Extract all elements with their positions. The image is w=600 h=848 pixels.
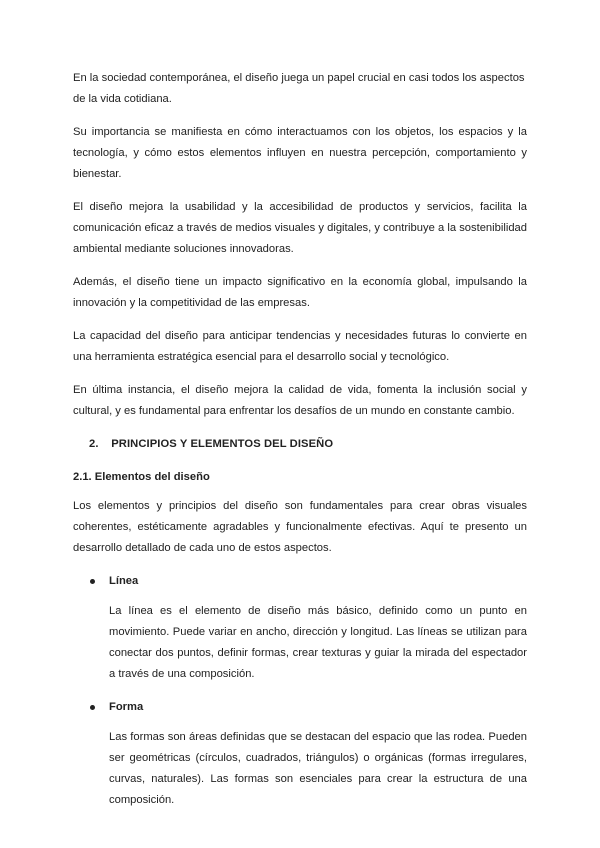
paragraph-2: Su importancia se manifiesta en cómo interactuamos con los objetos, los espacios y la tecnología, y cómo estos elementos influyen en nuestra percepción, comportamiento y bienestar. (73, 126, 527, 180)
bullet-text: La línea es el elemento de diseño más básico, definido como un punto en movimiento. Puede variar en ancho, dirección y longitud. Las líneas se utilizan para conectar dos puntos, definir formas, crear texturas y guiar la mirada del espectador a través de una composición. (109, 605, 527, 680)
section-title: PRINCIPIOS Y ELEMENTOS DEL DISEÑO (111, 438, 334, 450)
bullet-item-linea (109, 571, 527, 592)
bullet-item-forma (109, 697, 527, 718)
paragraph-6: En última instancia, el diseño mejora la calidad de vida, fomenta la inclusión social y cultural, y es fundamental para enfrentar los desafíos de un mundo en constante cambio. (73, 384, 527, 417)
paragraph-3: El diseño mejora la usabilidad y la accesibilidad de productos y servicios, facilita la comunicación eficaz a través de medios visuales y digitales, y contribuye a la sostenibilidad ambiental mediante soluciones innovadoras. (73, 201, 527, 255)
bullet-text: Las formas son áreas definidas que se destacan del espacio que las rodea. Pueden ser geométricas (círculos, cuadrados, triángulos) o orgánicas (formas irregulares, curvas, naturales). Las formas son esenciales para crear la estructura de una composición. (109, 731, 527, 806)
section-heading (89, 434, 527, 455)
bullet-icon (90, 579, 95, 584)
paragraph-4: Además, el diseño tiene un impacto significativo en la economía global, impulsando la innovación y la competitividad de las empresas. (73, 276, 527, 309)
section-intro: Los elementos y principios del diseño son fundamentales para crear obras visuales coherentes, estéticamente agradables y funcionalmente efectivas. Aquí te presento un desarrollo detallado de cada uno de estos aspectos. (73, 500, 527, 554)
section-number: 2. (89, 438, 99, 450)
bullet-title: Línea (109, 575, 139, 587)
bullet-icon (90, 705, 95, 710)
paragraph-1: En la sociedad contemporánea, el diseño juega un papel crucial en casi todos los aspectos de la vida cotidiana. (73, 72, 525, 105)
paragraph-5: La capacidad del diseño para anticipar tendencias y necesidades futuras lo convierte en una herramienta estratégica esencial para el desarrollo social y tecnológico. (73, 330, 527, 363)
subsection-heading: 2.1. Elementos del diseño (73, 471, 210, 483)
bullet-title: Forma (109, 701, 144, 713)
